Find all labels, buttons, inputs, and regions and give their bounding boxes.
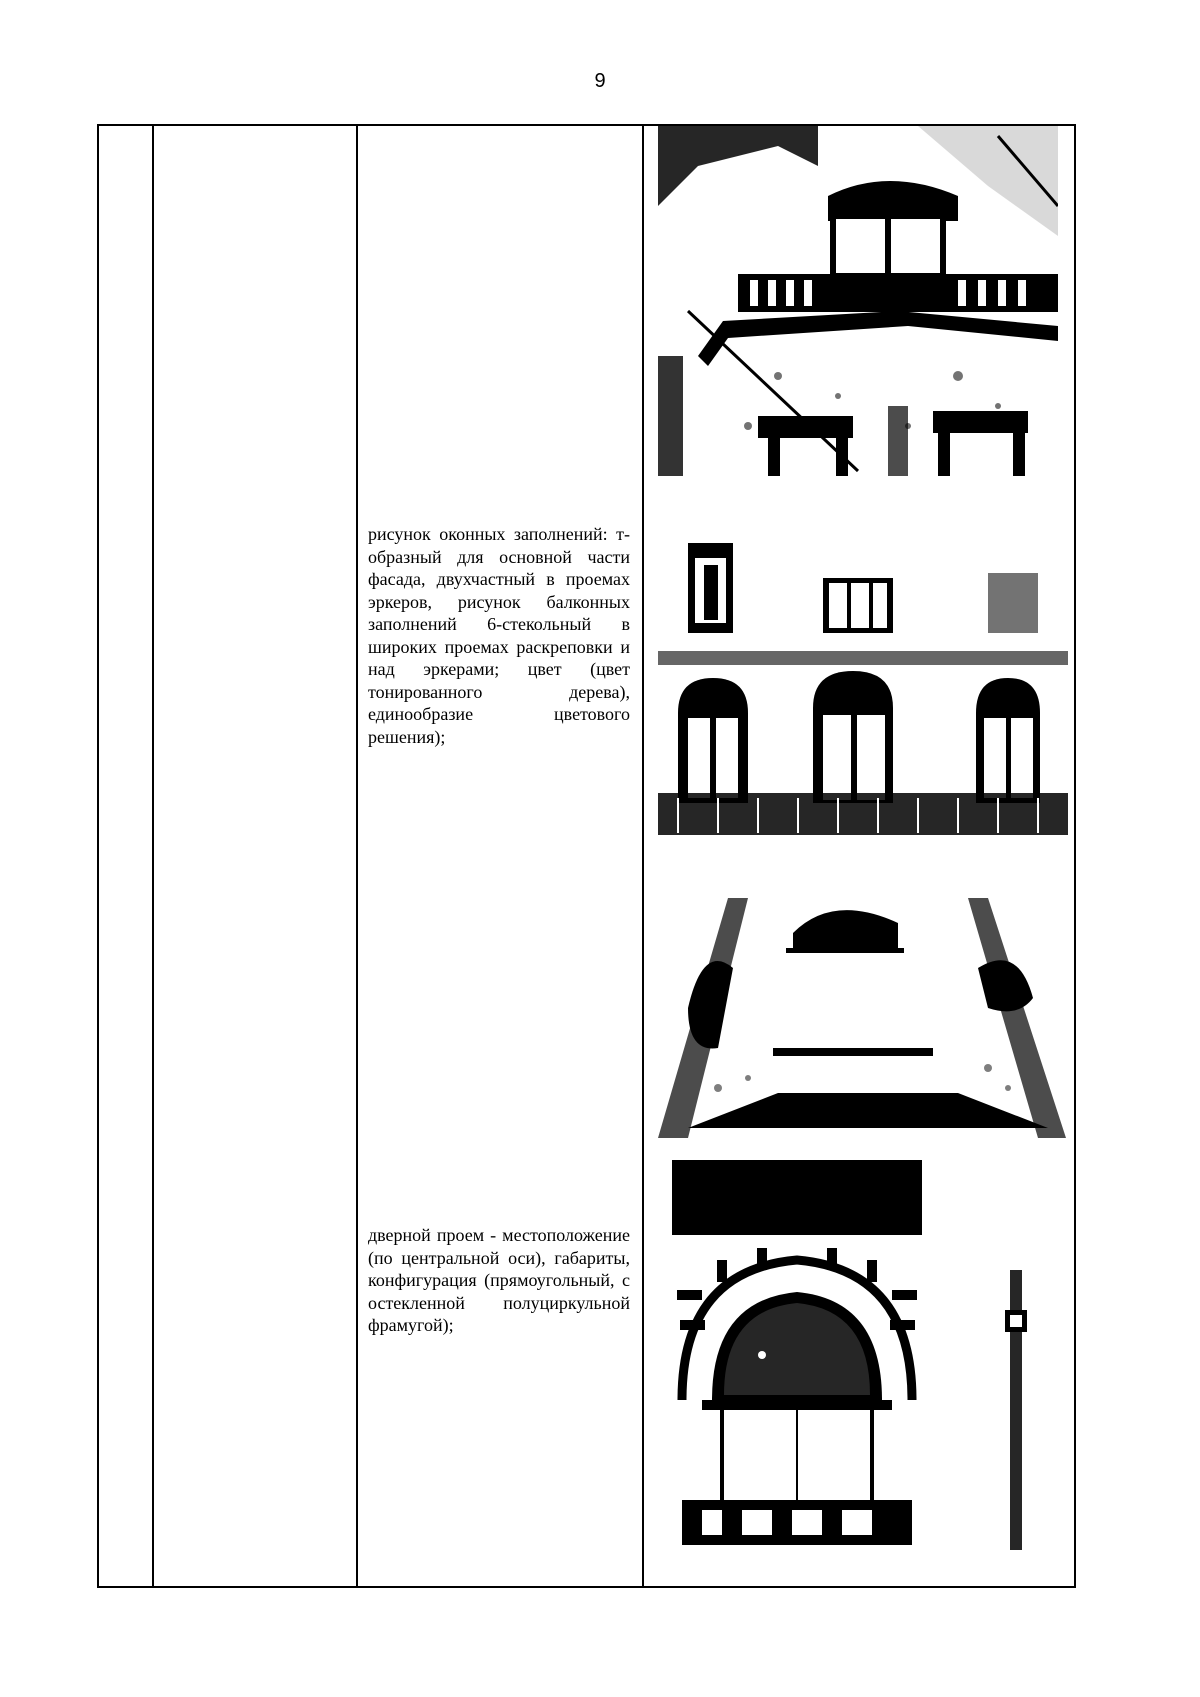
facade-bay-window-photo [658,888,1066,1138]
column-divider-1 [152,126,154,1586]
window-fillings-description: рисунок оконных заполнений: т-образный для основной части фасада, двухчастный в проемах эркеров, рисунок балконных заполнений 6-стекольный в широких проемах раскреповки и над эркерами; цвет (цвет тонированного дерева), единообразие цветового решения); [368,524,630,747]
facade-windows-photo [658,503,1068,835]
page-number: 9 [594,70,606,92]
entrance-door-photo [672,1160,1062,1550]
facade-balcony-photo [658,126,1058,476]
column-divider-3 [642,126,644,1586]
column-divider-2 [356,126,358,1586]
door-opening-description: дверной проем - местоположение (по центральной оси), габариты, конфигурация (прямоугольный, с остекленной полуциркульной фрамугой); [368,1225,630,1335]
